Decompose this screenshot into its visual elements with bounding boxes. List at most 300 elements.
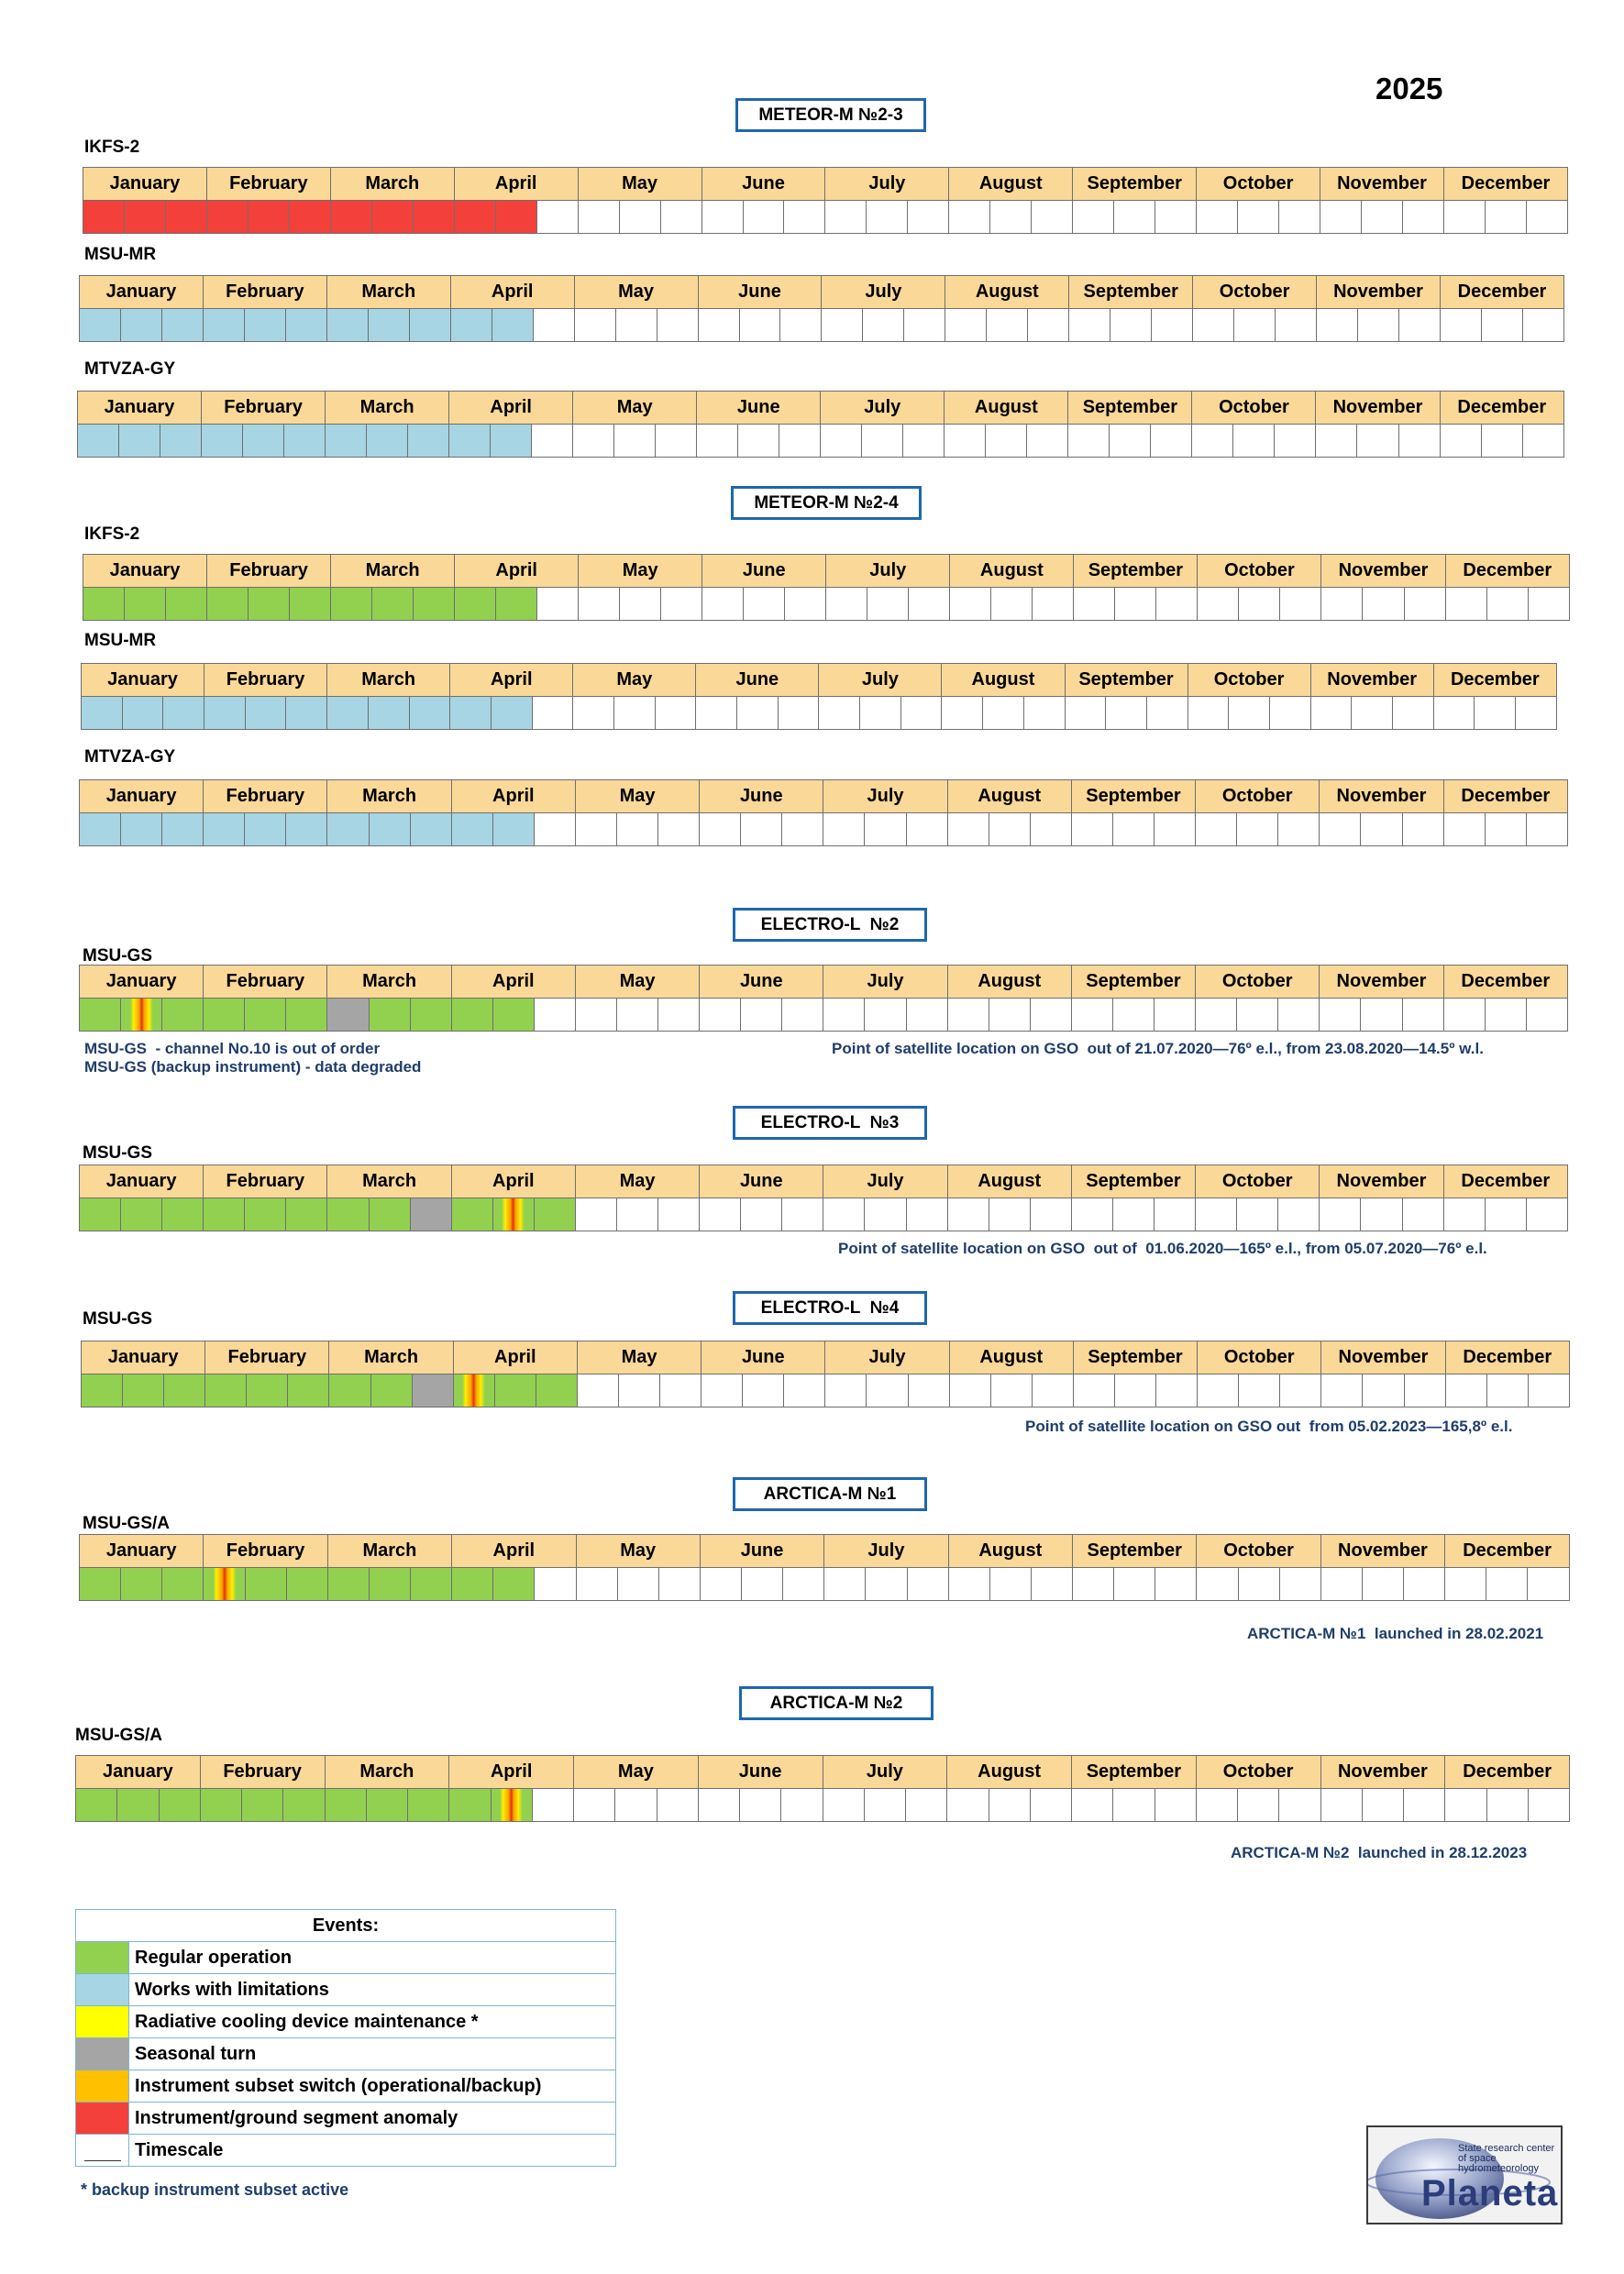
timescale-cell bbox=[1229, 697, 1270, 730]
month-header: May bbox=[575, 966, 699, 999]
month-header: October bbox=[1196, 1756, 1320, 1789]
month-header: December bbox=[1440, 276, 1563, 309]
month-header: February bbox=[200, 1756, 325, 1789]
month-header: August bbox=[945, 276, 1069, 309]
month-header: February bbox=[204, 1535, 327, 1568]
timescale-cell bbox=[1481, 309, 1522, 342]
timescale-cell bbox=[702, 1374, 743, 1407]
month-header: June bbox=[700, 966, 823, 999]
timescale-cell bbox=[780, 309, 822, 342]
timescale-cell bbox=[368, 697, 409, 730]
timescale-cell bbox=[451, 813, 492, 846]
timescale-cell bbox=[1363, 1374, 1404, 1407]
timescale-cell bbox=[825, 201, 867, 234]
month-header: August bbox=[947, 1756, 1072, 1789]
month-header: May bbox=[575, 1165, 699, 1198]
timescale-cell bbox=[1404, 1568, 1445, 1601]
month-header: March bbox=[327, 780, 451, 813]
timescale-cell bbox=[657, 309, 698, 342]
satellite-title-electro-l-4: ELECTRO-L №4 bbox=[733, 1291, 927, 1325]
month-header: September bbox=[1068, 392, 1192, 425]
month-header: February bbox=[204, 780, 327, 813]
timescale-cell bbox=[411, 1568, 452, 1601]
instrument-label: IKFS-2 bbox=[84, 524, 140, 544]
timescale-cell bbox=[617, 1198, 658, 1231]
timescale-cell bbox=[327, 813, 369, 846]
timescale-cell bbox=[1233, 425, 1275, 458]
timescale-cell bbox=[283, 1789, 325, 1822]
timescale-cell bbox=[162, 1568, 204, 1601]
month-header: December bbox=[1433, 664, 1556, 697]
timescale-cell bbox=[495, 201, 536, 234]
month-header: April bbox=[452, 1535, 576, 1568]
month-header: October bbox=[1192, 392, 1316, 425]
month-header: January bbox=[78, 392, 202, 425]
timescale-cell bbox=[1402, 1198, 1443, 1231]
timescale-cell bbox=[1239, 1374, 1280, 1407]
timescale-cell bbox=[80, 813, 121, 846]
month-header: March bbox=[330, 168, 454, 201]
month-header: January bbox=[80, 966, 204, 999]
month-header: July bbox=[823, 1756, 947, 1789]
timescale-cell bbox=[1237, 813, 1278, 846]
timescale-cell bbox=[327, 1198, 369, 1231]
month-header: March bbox=[327, 1535, 451, 1568]
timescale-cell bbox=[661, 588, 702, 621]
logo-subtitle: State research center of space hydrometeorology bbox=[1458, 2143, 1555, 2174]
timescale-cell bbox=[900, 697, 942, 730]
timescale-cell bbox=[1154, 1198, 1196, 1231]
satellite-title-electro-l-2: ELECTRO-L №2 bbox=[733, 908, 927, 942]
month-header: June bbox=[697, 392, 821, 425]
timescale-line-icon bbox=[84, 2160, 121, 2161]
timescale-cell bbox=[1030, 1198, 1071, 1231]
timescale-cell bbox=[986, 425, 1027, 458]
timescale-cell bbox=[372, 588, 414, 621]
timeline-electro-l-3-msu-gs bbox=[79, 1165, 1568, 1231]
timescale-cell bbox=[245, 1198, 286, 1231]
timescale-cell bbox=[410, 813, 451, 846]
month-header: February bbox=[205, 1341, 329, 1374]
timescale-cell bbox=[413, 201, 454, 234]
timescale-cell bbox=[245, 813, 286, 846]
month-header: February bbox=[202, 392, 326, 425]
timescale-cell bbox=[696, 697, 737, 730]
month-header: December bbox=[1443, 168, 1567, 201]
timescale-cell bbox=[121, 813, 162, 846]
timescale-cell bbox=[948, 1568, 989, 1601]
month-header: January bbox=[80, 276, 204, 309]
timescale-cell bbox=[655, 697, 696, 730]
timescale-cell bbox=[697, 425, 738, 458]
timescale-cell bbox=[823, 813, 865, 846]
timescale-cell bbox=[1193, 309, 1234, 342]
timescale-cell bbox=[452, 1568, 493, 1601]
timeline-meteor-m-2-4-ikfs-2 bbox=[83, 554, 1570, 621]
month-header: December bbox=[1443, 1165, 1567, 1198]
timescale-cell bbox=[1155, 201, 1197, 234]
timescale-cell bbox=[371, 201, 413, 234]
timescale-cell bbox=[1072, 1789, 1113, 1822]
timescale-cell bbox=[534, 999, 575, 1032]
instrument-label: MTVZA-GY bbox=[84, 359, 176, 379]
timescale-cell bbox=[1320, 1789, 1362, 1822]
timescale-cell bbox=[1156, 1374, 1198, 1407]
month-header: February bbox=[204, 966, 327, 999]
timeline-arctica-m-2-msu-gs-a bbox=[75, 1755, 1570, 1822]
timescale-cell bbox=[783, 1568, 824, 1601]
timeline-electro-l-2-msu-gs bbox=[79, 965, 1568, 1032]
timescale-cell bbox=[1402, 813, 1443, 846]
month-header: May bbox=[577, 1341, 701, 1374]
timescale-cell bbox=[1278, 1198, 1320, 1231]
timescale-cell bbox=[1317, 309, 1358, 342]
timescale-cell bbox=[1320, 999, 1361, 1032]
timescale-cell bbox=[76, 1789, 117, 1822]
timescale-cell bbox=[1403, 201, 1444, 234]
timescale-cell bbox=[410, 1198, 451, 1231]
timescale-cell bbox=[990, 1374, 1032, 1407]
month-header: October bbox=[1196, 780, 1320, 813]
timescale-cell bbox=[867, 1374, 908, 1407]
month-header: December bbox=[1443, 780, 1567, 813]
satellite-title-electro-l-3: ELECTRO-L №3 bbox=[733, 1106, 927, 1140]
timescale-cell bbox=[784, 201, 825, 234]
timescale-cell bbox=[494, 1374, 536, 1407]
timescale-cell bbox=[1528, 1374, 1569, 1407]
timescale-cell bbox=[825, 1374, 867, 1407]
timescale-cell bbox=[1074, 588, 1115, 621]
timescale-cell bbox=[80, 1568, 121, 1601]
legend-label: Seasonal turn bbox=[129, 2038, 616, 2070]
timescale-cell bbox=[1443, 201, 1485, 234]
month-header: November bbox=[1320, 1756, 1445, 1789]
timescale-cell bbox=[983, 697, 1024, 730]
timescale-cell bbox=[1237, 1198, 1278, 1231]
timescale-cell bbox=[204, 999, 245, 1032]
timescale-cell bbox=[1522, 309, 1563, 342]
timescale-cell bbox=[1404, 1374, 1445, 1407]
timescale-cell bbox=[658, 1568, 700, 1601]
month-header: November bbox=[1320, 1165, 1443, 1198]
timescale-cell bbox=[1196, 1198, 1237, 1231]
timescale-cell bbox=[534, 813, 575, 846]
timescale-cell bbox=[782, 813, 823, 846]
timescale-cell bbox=[286, 1198, 327, 1231]
legend-swatch bbox=[76, 2135, 129, 2167]
timescale-cell bbox=[202, 425, 243, 458]
timescale-cell bbox=[455, 588, 496, 621]
timescale-cell bbox=[1065, 697, 1106, 730]
month-header: January bbox=[82, 664, 204, 697]
timescale-cell bbox=[204, 1198, 245, 1231]
month-header: February bbox=[207, 555, 331, 588]
timescale-cell bbox=[614, 425, 656, 458]
month-header: April bbox=[449, 1756, 574, 1789]
legend-swatch bbox=[76, 2103, 129, 2135]
timescale-cell bbox=[698, 1789, 739, 1822]
timescale-cell bbox=[1486, 588, 1528, 621]
month-header: April bbox=[449, 392, 573, 425]
instrument-label: MSU-GS bbox=[83, 1143, 152, 1163]
instrument-label: IKFS-2 bbox=[84, 138, 140, 157]
month-header: April bbox=[451, 1165, 575, 1198]
timescale-cell bbox=[989, 999, 1030, 1032]
timescale-cell bbox=[1363, 588, 1404, 621]
timescale-cell bbox=[1278, 813, 1320, 846]
timescale-cell bbox=[327, 999, 369, 1032]
timescale-cell bbox=[1276, 309, 1317, 342]
timescale-cell bbox=[1069, 309, 1110, 342]
events-legend bbox=[75, 1909, 616, 2167]
timescale-cell bbox=[1238, 1789, 1279, 1822]
timescale-cell bbox=[537, 588, 579, 621]
timescale-cell bbox=[617, 1568, 658, 1601]
timescale-cell bbox=[1030, 813, 1071, 846]
timescale-cell bbox=[408, 425, 449, 458]
month-header: December bbox=[1445, 1535, 1570, 1568]
month-header: November bbox=[1320, 780, 1443, 813]
timescale-cell bbox=[164, 1374, 205, 1407]
timescale-cell bbox=[781, 1789, 823, 1822]
month-header: March bbox=[329, 1341, 453, 1374]
month-header: July bbox=[825, 1341, 949, 1374]
timeline-meteor-m-2-3-ikfs-2 bbox=[83, 167, 1568, 234]
timescale-cell bbox=[286, 999, 327, 1032]
timescale-cell bbox=[536, 201, 578, 234]
timescale-cell bbox=[1030, 1789, 1071, 1822]
timescale-cell bbox=[120, 309, 161, 342]
timescale-cell bbox=[1112, 1198, 1154, 1231]
timescale-cell bbox=[1485, 999, 1526, 1032]
month-header: June bbox=[700, 780, 823, 813]
month-header: August bbox=[948, 1535, 1072, 1568]
month-header: September bbox=[1073, 168, 1197, 201]
timescale-cell bbox=[1154, 1789, 1196, 1822]
month-header: October bbox=[1197, 1535, 1320, 1568]
month-header: March bbox=[326, 276, 450, 309]
timescale-cell bbox=[782, 999, 823, 1032]
timescale-cell bbox=[1156, 588, 1198, 621]
month-header: May bbox=[576, 1535, 700, 1568]
timescale-cell bbox=[205, 1374, 247, 1407]
timescale-cell bbox=[945, 425, 986, 458]
timescale-cell bbox=[1154, 999, 1196, 1032]
month-header: September bbox=[1074, 555, 1198, 588]
timescale-cell bbox=[577, 1374, 618, 1407]
timescale-cell bbox=[535, 1568, 576, 1601]
timescale-cell bbox=[1027, 425, 1068, 458]
timescale-cell bbox=[740, 1789, 781, 1822]
timescale-cell bbox=[1443, 1198, 1485, 1231]
year-label: 2025 bbox=[1375, 72, 1443, 105]
timescale-cell bbox=[451, 1198, 492, 1231]
timescale-cell bbox=[159, 1789, 200, 1822]
timescale-cell bbox=[1361, 813, 1402, 846]
timescale-cell bbox=[1358, 309, 1399, 342]
legend-swatch bbox=[76, 2038, 129, 2070]
month-header: January bbox=[80, 1165, 204, 1198]
timescale-cell bbox=[908, 1374, 949, 1407]
timescale-cell bbox=[206, 201, 248, 234]
timescale-cell bbox=[1320, 201, 1362, 234]
month-header: March bbox=[327, 1165, 451, 1198]
timescale-cell bbox=[990, 201, 1032, 234]
timescale-cell bbox=[617, 813, 658, 846]
month-header: July bbox=[823, 966, 947, 999]
month-header: November bbox=[1321, 1341, 1445, 1374]
timescale-cell bbox=[1486, 1374, 1528, 1407]
logo-text: Planeta bbox=[1421, 2173, 1559, 2213]
timescale-cell bbox=[658, 813, 700, 846]
timescale-cell bbox=[947, 1789, 989, 1822]
note-electro3-location: Point of satellite location on GSO out of 01.06.2020—165º e.l., from 05.07.2020—76º e.l. bbox=[838, 1240, 1487, 1257]
legend-label: Instrument/ground segment anomaly bbox=[129, 2103, 616, 2135]
month-header: July bbox=[822, 276, 945, 309]
timescale-cell bbox=[1188, 697, 1229, 730]
timescale-cell bbox=[533, 309, 574, 342]
timescale-cell bbox=[615, 1789, 657, 1822]
note-electro2-line1: MSU-GS - channel No.10 is out of order bbox=[84, 1040, 381, 1057]
timescale-cell bbox=[409, 697, 450, 730]
timescale-cell bbox=[737, 697, 779, 730]
month-header: June bbox=[700, 1165, 823, 1198]
month-header: September bbox=[1071, 780, 1195, 813]
legend-swatch bbox=[76, 2006, 129, 2038]
timescale-cell bbox=[1443, 999, 1485, 1032]
timescale-cell bbox=[80, 309, 121, 342]
timescale-cell bbox=[865, 999, 906, 1032]
timescale-cell bbox=[743, 201, 784, 234]
timescale-cell bbox=[1112, 813, 1154, 846]
timescale-cell bbox=[80, 1198, 121, 1231]
timescale-cell bbox=[200, 1789, 241, 1822]
timescale-cell bbox=[492, 1198, 534, 1231]
timescale-cell bbox=[166, 588, 207, 621]
timescale-cell bbox=[1443, 813, 1485, 846]
month-header: December bbox=[1445, 555, 1569, 588]
timescale-cell bbox=[1320, 1568, 1362, 1601]
timescale-cell bbox=[1115, 588, 1156, 621]
month-header: November bbox=[1317, 276, 1441, 309]
timescale-cell bbox=[904, 309, 945, 342]
timescale-cell bbox=[738, 425, 779, 458]
timescale-cell bbox=[288, 1374, 329, 1407]
timescale-cell bbox=[1362, 201, 1403, 234]
timescale-cell bbox=[906, 813, 947, 846]
timescale-cell bbox=[1404, 1789, 1445, 1822]
timescale-cell bbox=[492, 813, 534, 846]
timescale-cell bbox=[117, 1789, 159, 1822]
timescale-cell bbox=[1433, 697, 1475, 730]
timescale-cell bbox=[989, 1568, 1031, 1601]
timescale-cell bbox=[249, 588, 290, 621]
timescale-cell bbox=[1068, 425, 1110, 458]
month-header: April bbox=[451, 966, 575, 999]
timescale-cell bbox=[330, 201, 371, 234]
timescale-cell bbox=[1196, 1789, 1237, 1822]
timescale-cell bbox=[450, 697, 492, 730]
timescale-cell bbox=[1146, 697, 1188, 730]
month-header: February bbox=[204, 664, 327, 697]
satellite-title-arctica-m-1: ARCTICA-M №1 bbox=[733, 1477, 927, 1511]
month-header: April bbox=[454, 168, 578, 201]
timescale-cell bbox=[248, 201, 289, 234]
timescale-cell bbox=[121, 1568, 162, 1601]
timescale-cell bbox=[493, 1568, 535, 1601]
timescale-cell bbox=[700, 813, 741, 846]
timescale-cell bbox=[165, 201, 206, 234]
timescale-cell bbox=[1528, 1789, 1569, 1822]
month-header: September bbox=[1071, 966, 1195, 999]
month-header: January bbox=[83, 555, 207, 588]
timescale-cell bbox=[742, 1568, 783, 1601]
timescale-cell bbox=[1402, 999, 1443, 1032]
timeline-meteor-m-2-4-mtvza-gy bbox=[79, 779, 1568, 846]
timescale-cell bbox=[989, 1198, 1030, 1231]
month-header: August bbox=[949, 1341, 1073, 1374]
timescale-cell bbox=[1032, 1374, 1073, 1407]
month-header: August bbox=[949, 168, 1073, 201]
timescale-cell bbox=[700, 999, 741, 1032]
timescale-cell bbox=[575, 999, 616, 1032]
month-header: July bbox=[823, 780, 947, 813]
timescale-cell bbox=[1362, 1568, 1403, 1601]
month-header: December bbox=[1445, 1341, 1569, 1374]
timescale-cell bbox=[121, 1198, 162, 1231]
timescale-cell bbox=[906, 1198, 947, 1231]
timescale-cell bbox=[410, 999, 451, 1032]
month-header: September bbox=[1073, 1535, 1197, 1568]
instrument-label: MSU-GS bbox=[83, 946, 152, 966]
month-header: May bbox=[575, 780, 699, 813]
timescale-cell bbox=[741, 999, 782, 1032]
instrument-label: MSU-MR bbox=[84, 245, 157, 264]
timescale-cell bbox=[289, 201, 330, 234]
timescale-cell bbox=[579, 588, 620, 621]
timescale-cell bbox=[702, 588, 744, 621]
timescale-cell bbox=[1445, 588, 1486, 621]
month-header: March bbox=[331, 555, 455, 588]
timescale-cell bbox=[325, 1789, 366, 1822]
month-header: November bbox=[1310, 664, 1433, 697]
timescale-cell bbox=[903, 425, 945, 458]
timescale-cell bbox=[536, 1374, 577, 1407]
timescale-cell bbox=[698, 309, 739, 342]
timescale-cell bbox=[1113, 1789, 1154, 1822]
timescale-cell bbox=[123, 1374, 164, 1407]
timescale-cell bbox=[1152, 309, 1193, 342]
instrument-label: MTVZA-GY bbox=[84, 747, 176, 767]
timescale-cell bbox=[163, 697, 204, 730]
timescale-cell bbox=[908, 201, 949, 234]
timescale-cell bbox=[617, 999, 658, 1032]
timescale-cell bbox=[1481, 425, 1522, 458]
month-header: August bbox=[945, 392, 1068, 425]
timescale-cell bbox=[1445, 1374, 1486, 1407]
month-header: February bbox=[203, 276, 326, 309]
timescale-cell bbox=[285, 309, 326, 342]
timescale-cell bbox=[656, 425, 697, 458]
timescale-cell bbox=[1475, 697, 1516, 730]
month-header: September bbox=[1069, 276, 1193, 309]
timescale-cell bbox=[1110, 425, 1151, 458]
note-electro2-location: Point of satellite location on GSO out of 21.07.2020—76º e.l., from 23.08.2020—14.5º w.l. bbox=[832, 1040, 1484, 1057]
timescale-cell bbox=[370, 1374, 412, 1407]
planeta-logo bbox=[1366, 2125, 1563, 2224]
timescale-cell bbox=[822, 309, 863, 342]
month-header: December bbox=[1440, 392, 1563, 425]
